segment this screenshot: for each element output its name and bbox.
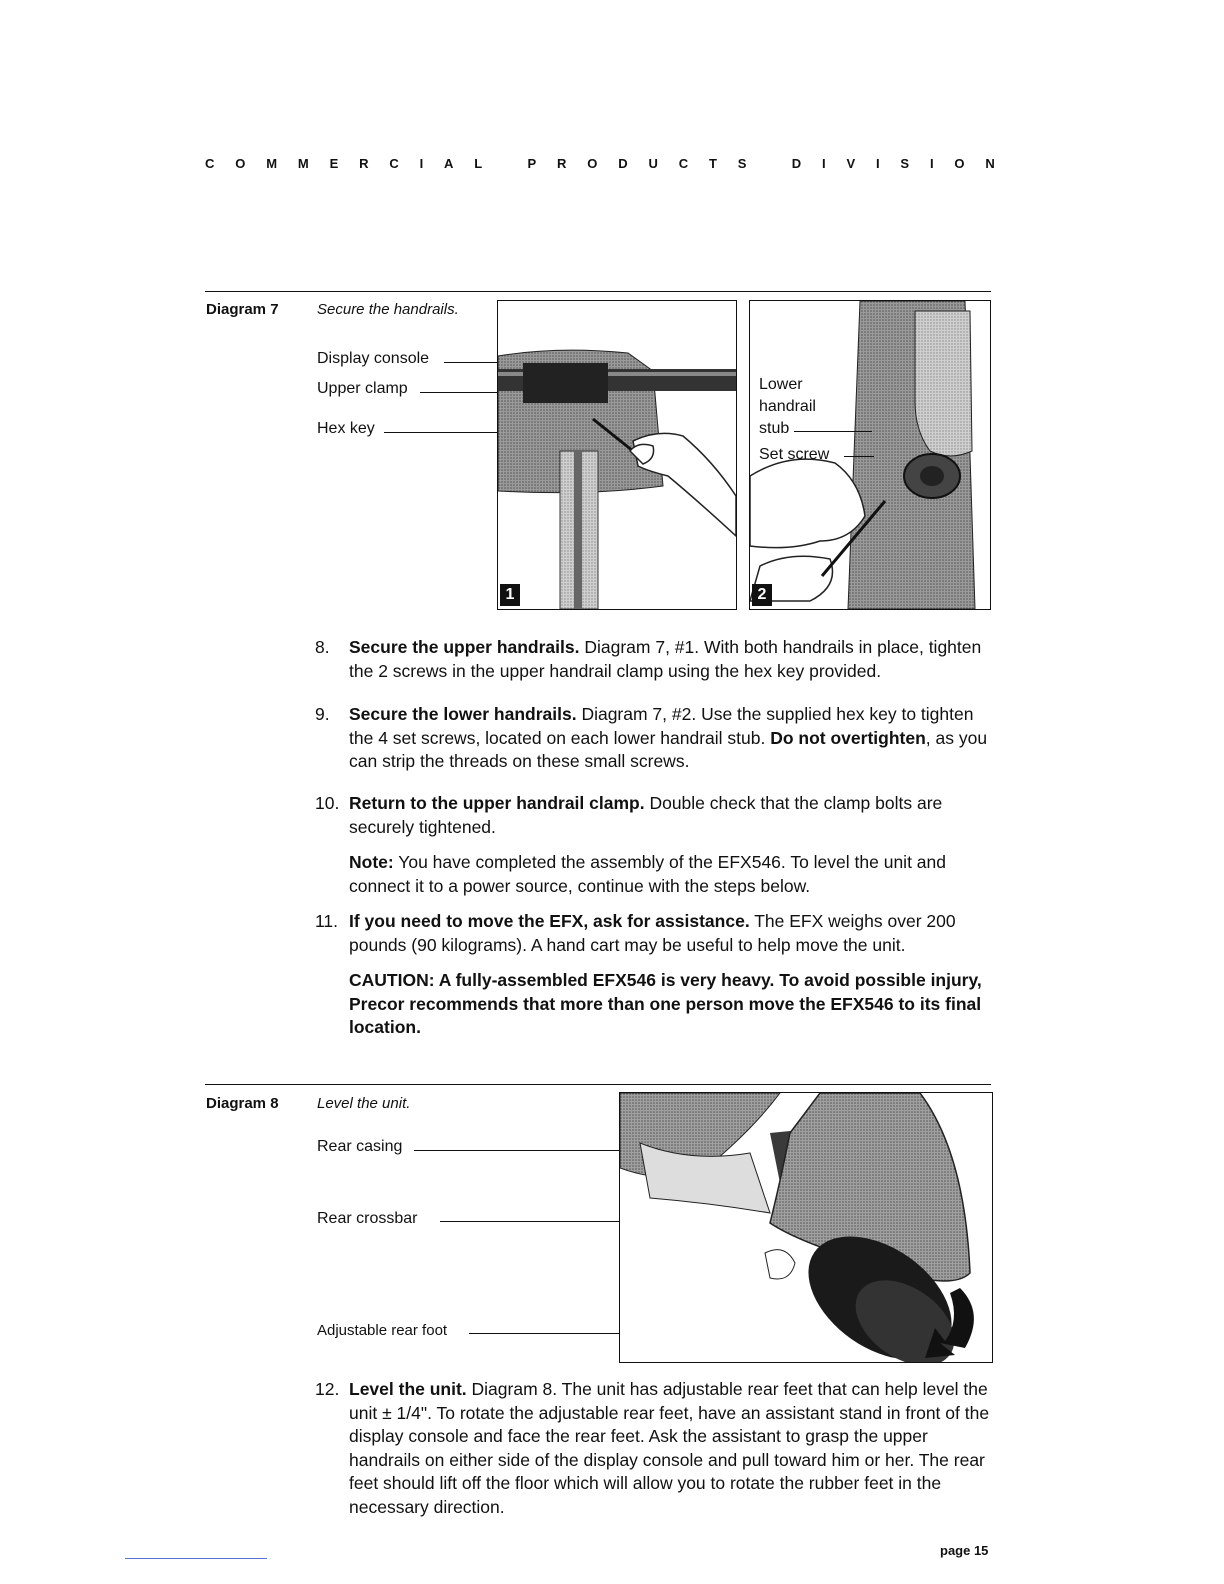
header-letter: C [678,156,689,171]
step-8-number: 8. [315,637,330,657]
diagram7-panel-1 [497,300,737,610]
step-11-number: 11. [315,911,339,931]
header-letter: T [708,156,717,171]
diagram7-label: Diagram 7 [206,301,279,318]
diagram8-caption: Level the unit. [317,1095,411,1112]
callout-rear-crossbar: Rear crossbar [317,1210,418,1227]
step-9 [315,703,995,774]
step-12-number: 12. [315,1379,340,1399]
callout-rear-casing: Rear casing [317,1138,403,1155]
header-letter: R [557,156,567,171]
step-9-title: Secure the lower handrails. [349,704,577,724]
step-9-warning: Do not overtighten [770,727,926,748]
step-9-text-2: , as you can strip the threads on these small screws. [349,727,988,771]
leader-display-console [444,362,498,363]
leader-upper-clamp [420,392,498,393]
header-letter: I [875,156,880,171]
callout-hex-key: Hex key [317,420,375,437]
step-10 [315,792,995,839]
callout-set-screw: Set screw [759,446,830,463]
step-11-text: The EFX weighs over 200 pounds (90 kilograms). A hand cart may be useful to help move the unit. [349,911,956,955]
rear-foot-illustration [620,1093,992,1362]
caution-text: CAUTION: A fully-assembled EFX546 is very heavy. To avoid possible injury, Precor recommends that more than one person move the EFX546 to its final location. [349,970,982,1037]
step-8 [315,636,995,683]
division-header [205,156,995,171]
header-letter: S [737,156,747,171]
header-letter: U [648,156,658,171]
step-9-text-1: Diagram 7, #2. Use the supplied hex key to tighten the 4 set screws, located on each lower handrail stub. [349,704,974,748]
scan-artifact-line [125,1558,267,1559]
header-letter: R [359,156,369,171]
header-letter: O [587,156,598,171]
panel-1-badge: 1 [500,584,520,606]
header-letter: O [954,156,965,171]
note-text: You have completed the assembly of the EFX546. To level the unit and connect it to a power source, continue with the steps below. [349,852,946,896]
callout-upper-clamp: Upper clamp [317,380,408,397]
header-letter: I [821,156,826,171]
handrail-clamp-illustration [498,301,736,609]
header-letter [503,156,507,171]
step-10-title: Return to the upper handrail clamp. [349,793,645,813]
step-9-number: 9. [315,704,330,724]
step-8-text: Diagram 7, #1. With both handrails in place, tighten the 2 screws in the upper handrail clamp using the hex key provided. [349,637,982,681]
step-12 [315,1378,995,1519]
leader-hex-key [384,432,498,433]
header-letter: M [266,156,278,171]
leader-rear-crossbar [440,1221,620,1222]
step-10-text: Double check that the clamp bolts are securely tightened. [349,793,943,837]
note [315,851,995,898]
diagram7-rule [205,291,991,292]
diagram7-caption: Secure the handrails. [317,301,459,318]
header-letter: P [527,156,537,171]
header-letter: C [389,156,399,171]
diagram8-panel [619,1092,993,1363]
panel-2-badge: 2 [752,584,772,606]
caution [315,969,995,1040]
callout-display-console: Display console [317,350,430,367]
header-letter: S [900,156,910,171]
header-letter: V [846,156,856,171]
step-12-text: Diagram 8. The unit has adjustable rear feet that can help level the unit ± 1/4". To rotate the adjustable rear feet, have an assistant stand in front of the display console and face the rear feet. Ask the assistant to grasp the upper handrails on either side of the display console and pull toward him or her. The rear feet should lift off the floor which will allow you to rotate the rubber feet in the necessary direction. [349,1379,990,1517]
header-letter: I [419,156,424,171]
note-label: Note: [349,852,394,872]
callout-lower-handrail-2: handrail [759,398,816,415]
header-letter: D [791,156,802,171]
diagram8-label: Diagram 8 [206,1095,279,1112]
header-letter: N [985,156,995,171]
callout-adjustable-rear-foot: Adjustable rear foot [317,1322,448,1339]
callout-lower-handrail-3: stub [759,420,790,437]
step-8-title: Secure the upper handrails. [349,637,580,657]
diagram8-rule [205,1084,991,1085]
header-letter: E [329,156,339,171]
header-letter: D [618,156,628,171]
header-letter: C [205,156,215,171]
header-letter: I [929,156,934,171]
header-letter: O [235,156,246,171]
callout-lower-handrail-1: Lower [759,376,803,393]
step-11-title: If you need to move the EFX, ask for assistance. [349,911,750,931]
leader-lower-handrail [794,431,872,432]
leader-adjustable-rear-foot [469,1333,620,1334]
header-letter: L [474,156,483,171]
header-letter: M [297,156,309,171]
leader-set-screw [844,456,874,457]
header-letter: A [444,156,454,171]
step-10-number: 10. [315,793,340,813]
step-11 [315,910,995,957]
header-letter [767,156,771,171]
page-number: page 15 [940,1543,989,1558]
leader-rear-casing [414,1150,620,1151]
step-12-title: Level the unit. [349,1379,467,1399]
